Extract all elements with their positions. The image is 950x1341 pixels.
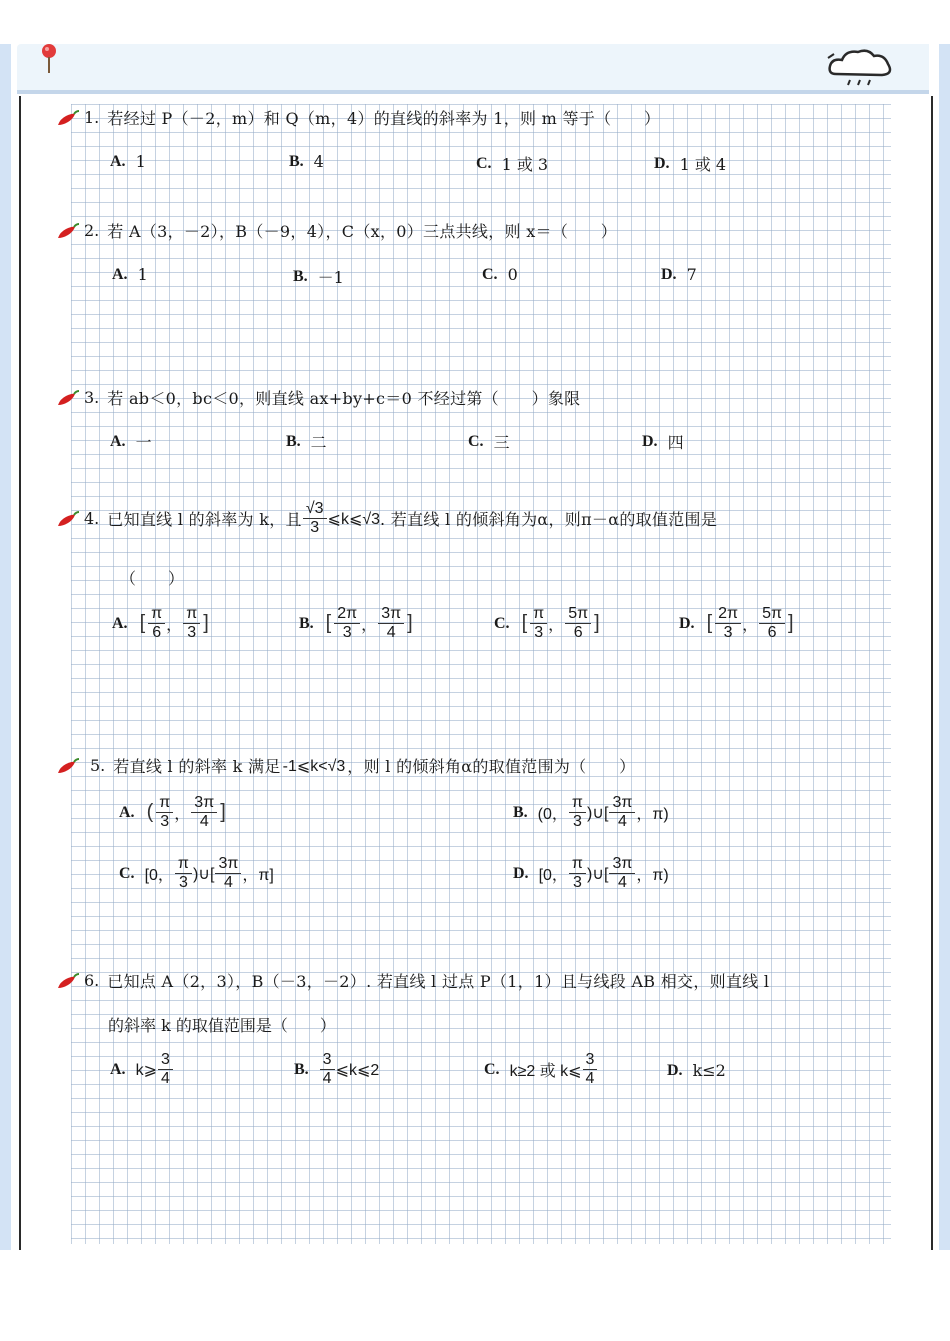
rain-cloud-icon xyxy=(822,44,896,88)
option-c xyxy=(468,430,510,453)
option-text: 1 或 4 xyxy=(679,155,727,174)
header-band xyxy=(17,44,929,90)
option-b: B. (0， $\frac{\pi}{3}$ )∪[ $\frac{3\pi}{4}$ ，π) xyxy=(513,794,669,830)
question-3 xyxy=(56,386,580,409)
option-d xyxy=(667,1061,726,1080)
option-a: A. [ $\frac{\pi}{6}$ ， $\frac{\pi}{3}$ ] xyxy=(112,605,209,641)
option-text: k≤2 xyxy=(692,1061,726,1080)
question-text: 若 ab＜0，bc＜0，则直线 ax+by+c＝0 不经过第（ ）象限 xyxy=(107,389,581,408)
option-label: D. xyxy=(661,265,677,283)
option-label: C. xyxy=(482,265,498,283)
question-number: 2. xyxy=(84,221,100,240)
option-text: 二 xyxy=(310,433,327,452)
option-label: B. xyxy=(286,432,301,450)
chili-icon xyxy=(56,757,80,775)
option-b: B. [ $\frac{2\pi}{3}$ ， $\frac{3\pi}{4}$ ] xyxy=(299,605,413,641)
question-number: 5. xyxy=(90,756,106,775)
question-5 xyxy=(56,754,635,777)
option-label: A. xyxy=(110,432,126,450)
option-b xyxy=(286,430,327,453)
option-c: C. k≥2 或 k⩽ $\frac{3}{4}$ xyxy=(484,1051,598,1088)
question-text: 若直线 l 的斜率 k 满足 xyxy=(113,757,281,776)
option-label: C. xyxy=(468,432,484,450)
option-d xyxy=(661,265,697,284)
question-text-cont: . 若直线 l 的倾斜角为α，则π－α的取值范围是 xyxy=(380,510,718,529)
question-4 xyxy=(56,500,717,537)
option-label: A. xyxy=(112,614,128,632)
option-label: B. xyxy=(289,152,304,170)
right-margin-bar xyxy=(939,44,950,1250)
option-c: C. [ $\frac{\pi}{3}$ ， $\frac{5\pi}{6}$ ] xyxy=(494,605,600,641)
condition-inequality: ⩽k⩽√3 xyxy=(327,510,381,528)
condition-inequality: -1⩽k<√3 xyxy=(282,757,346,775)
option-b xyxy=(293,265,344,288)
chili-icon xyxy=(56,510,80,528)
option-text: 4 xyxy=(313,152,324,171)
option-label: B. xyxy=(513,803,528,821)
option-label: C. xyxy=(119,864,135,882)
question-1 xyxy=(56,106,660,129)
header-divider xyxy=(17,90,929,94)
option-text: 7 xyxy=(686,265,697,284)
option-label: D. xyxy=(667,1061,683,1079)
option-d: D. [0， $\frac{\pi}{3}$ )∪[ $\frac{3\pi}{4}$ ，π) xyxy=(513,855,669,891)
question-text-cont: 的斜率 k 的取值范围是（ ） xyxy=(108,1016,336,1035)
option-label: C. xyxy=(476,154,492,172)
option-a xyxy=(112,265,148,284)
pin-icon xyxy=(38,42,60,74)
chili-icon xyxy=(56,109,80,127)
question-number: 6. xyxy=(84,971,100,990)
option-label: A. xyxy=(110,1060,126,1078)
option-label: B. xyxy=(293,267,308,285)
question-text: 已知点 A（2，3），B（－3，－2）. 若直线 l 过点 P（1，1）且与线段 AB 相交，则直线 l xyxy=(107,972,770,991)
chili-icon xyxy=(56,972,80,990)
option-label: D. xyxy=(679,614,695,632)
option-a xyxy=(110,152,146,171)
option-c xyxy=(482,265,518,284)
chili-icon xyxy=(56,389,80,407)
option-b xyxy=(289,152,324,171)
option-text: 1 或 3 xyxy=(501,155,549,174)
option-label: D. xyxy=(513,864,529,882)
option-label: D. xyxy=(642,432,658,450)
option-text: 0 xyxy=(507,265,518,284)
condition-fraction: $\frac{√3}{3}$ xyxy=(303,500,327,537)
option-c xyxy=(476,152,548,175)
option-d: D. [ $\frac{2\pi}{3}$ ， $\frac{5\pi}{6}$ ] xyxy=(679,605,794,641)
option-label: A. xyxy=(110,152,126,170)
option-b: B. $\frac{3}{4}$ ⩽k⩽2 xyxy=(294,1051,380,1087)
question-text: 已知直线 l 的斜率为 k，且 xyxy=(107,510,302,529)
option-text: 三 xyxy=(493,433,510,452)
chili-icon xyxy=(56,222,80,240)
answer-paren: （ ） xyxy=(120,569,185,588)
option-d xyxy=(654,152,726,175)
option-text: 四 xyxy=(667,433,684,452)
option-d xyxy=(642,430,684,453)
question-text: 若经过 P（－2，m）和 Q（m，4）的直线的斜率为 1，则 m 等于（ ） xyxy=(107,109,661,128)
question-2 xyxy=(56,219,617,242)
option-label: A. xyxy=(112,265,128,283)
option-label: A. xyxy=(119,803,135,821)
page-bottom xyxy=(0,1250,950,1341)
question-6 xyxy=(56,969,769,992)
question-number: 1. xyxy=(84,108,100,127)
option-label: C. xyxy=(484,1060,500,1078)
option-text: 1 xyxy=(135,152,146,171)
option-text: －1 xyxy=(317,268,344,287)
question-number: 3. xyxy=(84,388,100,407)
option-label: B. xyxy=(299,614,314,632)
option-a: A. ( $\frac{\pi}{3}$ ， $\frac{3\pi}{4}$ ] xyxy=(119,794,226,830)
option-text: 一 xyxy=(135,433,152,452)
option-text: 1 xyxy=(137,265,148,284)
option-label: C. xyxy=(494,614,510,632)
option-label: D. xyxy=(654,154,670,172)
option-c: C. [0， $\frac{\pi}{3}$ )∪[ $\frac{3\pi}{4}$ ，π] xyxy=(119,855,274,891)
question-number: 4. xyxy=(84,509,100,528)
option-a xyxy=(110,430,152,453)
option-label: B. xyxy=(294,1060,309,1078)
question-text: 若 A（3，－2），B（－9，4），C（x，0）三点共线，则 x＝（ ） xyxy=(107,222,618,241)
option-a: A. k⩾ $\frac{3}{4}$ xyxy=(110,1051,174,1088)
left-margin-bar xyxy=(0,44,11,1250)
question-text-cont: ，则 l 的倾斜角α的取值范围为（ ） xyxy=(347,757,636,776)
